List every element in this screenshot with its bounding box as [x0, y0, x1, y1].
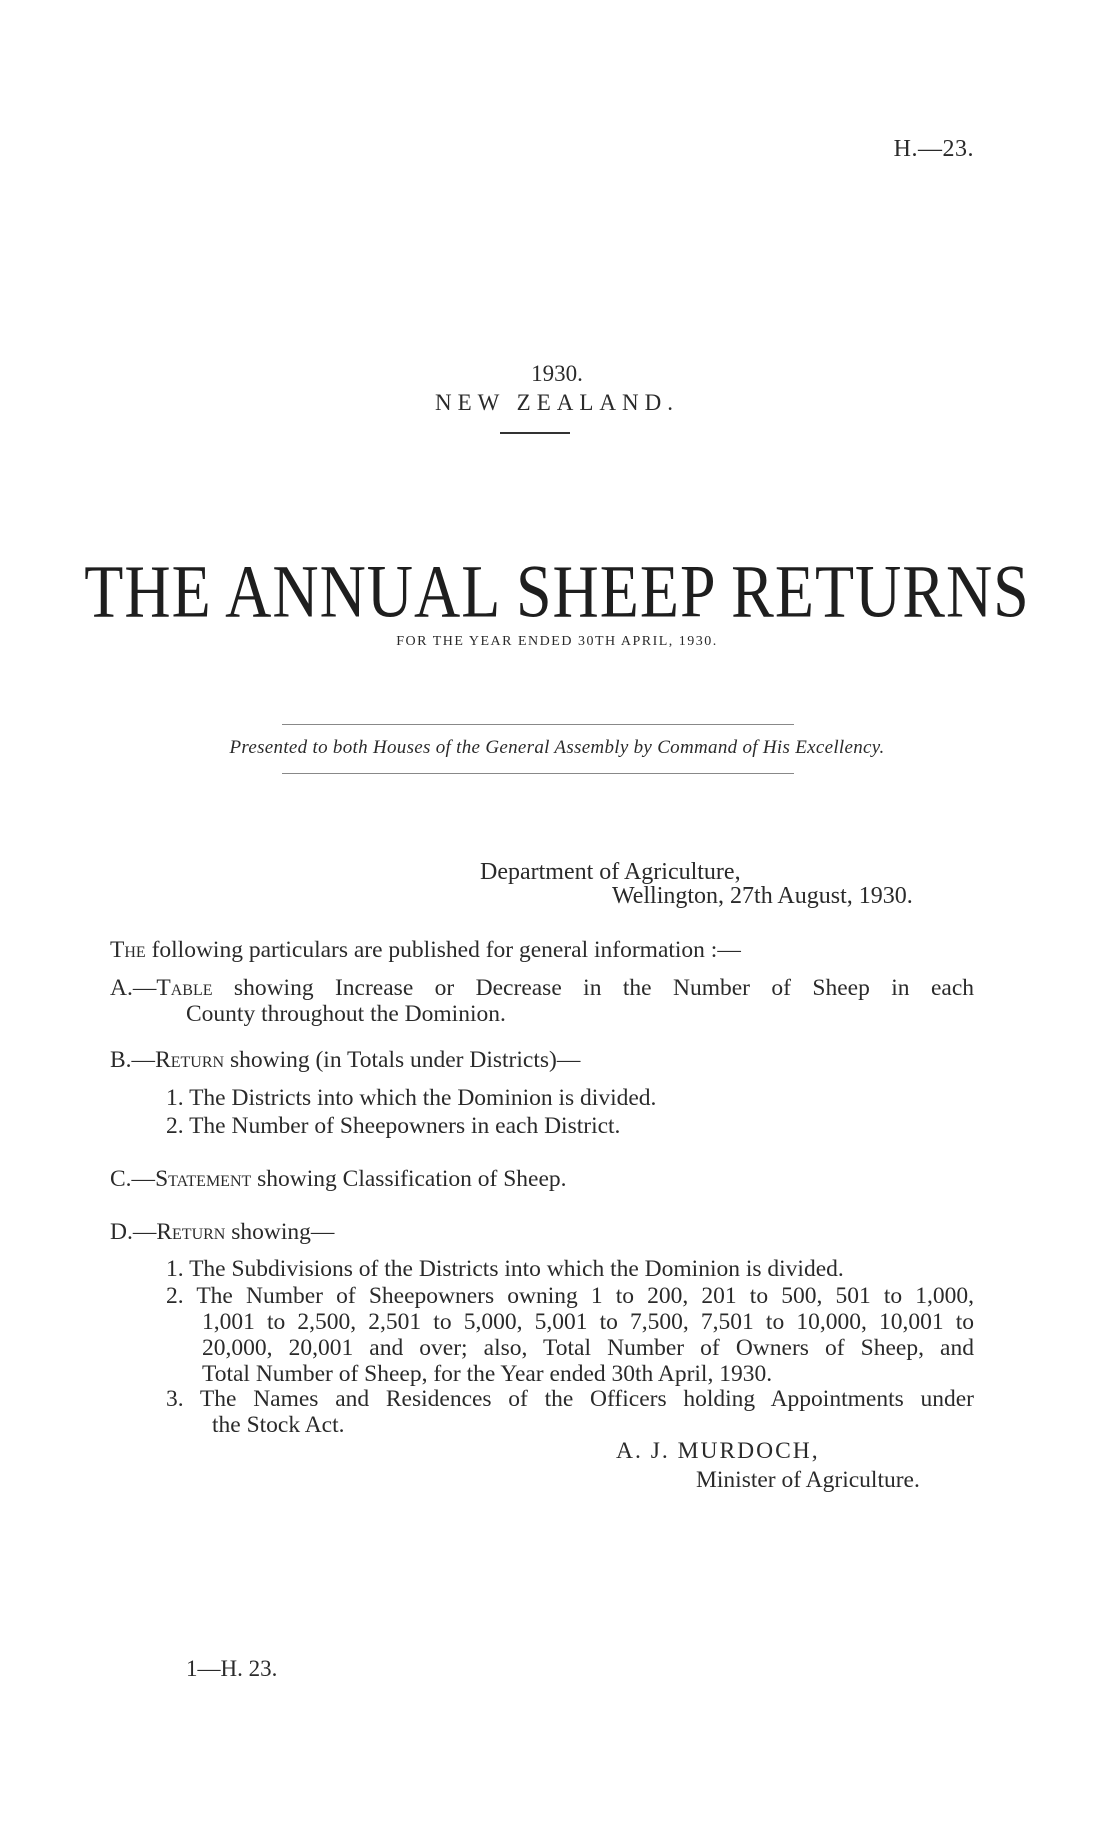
- item-d-prefix: D.—: [110, 1219, 157, 1245]
- item-d-sub-3-line-2: the Stock Act.: [212, 1412, 345, 1438]
- presented-rule-bottom: [282, 773, 794, 774]
- item-d-sub-2-line-4: Total Number of Sheep, for the Year ended 30th April, 1930.: [202, 1361, 773, 1387]
- item-b-sub-1: 1. The Districts into which the Dominion is divided.: [166, 1085, 657, 1111]
- item-b: [110, 1047, 580, 1073]
- item-a-keyword: Table: [156, 975, 213, 1001]
- department-line: Department of Agriculture,: [480, 859, 741, 885]
- item-b-sub-2: 2. The Number of Sheepowners in each District.: [166, 1113, 621, 1139]
- document-reference: H.—23.: [893, 136, 974, 162]
- year-heading: 1930.: [531, 361, 583, 386]
- item-c-prefix: C.—: [110, 1166, 156, 1192]
- item-c-keyword: Statement: [155, 1166, 252, 1192]
- signatory-title: Minister of Agriculture.: [696, 1467, 920, 1493]
- item-d-sub-2-line-1: 2. The Number of Sheepowners owning 1 to 200, 201 to 500, 501 to 1,000,: [166, 1283, 974, 1309]
- item-b-keyword: Return: [155, 1047, 225, 1073]
- heading-divider: [500, 432, 570, 434]
- item-d-sub-3: [166, 1386, 974, 1438]
- item-c-text: showing Classification of Sheep.: [251, 1166, 567, 1192]
- report-title: THE ANNUAL SHEEP RETURNS: [84, 549, 1030, 633]
- item-b-text: showing (in Totals under Districts)—: [224, 1047, 581, 1073]
- intro-lead-word: The: [110, 937, 146, 963]
- item-a-line-2: County throughout the Dominion.: [186, 1001, 506, 1027]
- presented-statement: Presented to both Houses of the General Assembly by Command of His Excellency.: [229, 737, 885, 758]
- page-reference: 1—H. 23.: [186, 1656, 278, 1681]
- intro-text: following particulars are published for general information :—: [145, 937, 741, 963]
- item-d-sub-2-line-2: 1,001 to 2,500, 2,501 to 5,000, 5,001 to 7,500, 7,501 to 10,000, 10,001 to: [202, 1309, 974, 1335]
- intro-paragraph: [110, 937, 741, 963]
- item-b-prefix: B.—: [110, 1047, 156, 1073]
- signatory-name: A. J. MURDOCH,: [616, 1438, 820, 1464]
- item-c: [110, 1166, 567, 1192]
- item-d-sub-2: [166, 1283, 974, 1387]
- item-d: [110, 1219, 334, 1245]
- item-d-sub-2-line-3: 20,000, 20,001 and over; also, Total Number of Owners of Sheep, and: [202, 1335, 974, 1361]
- presented-rule-top: [282, 724, 794, 725]
- item-a-prefix: A.—: [110, 975, 157, 1001]
- item-a-line-1: [110, 975, 974, 1001]
- item-d-keyword: Return: [156, 1219, 226, 1245]
- item-d-sub-3-line-1: 3. The Names and Residences of the Officers holding Appointments under: [166, 1386, 974, 1412]
- place-date-line: Wellington, 27th August, 1930.: [612, 883, 913, 909]
- report-subtitle: FOR THE YEAR ENDED 30TH APRIL, 1930.: [396, 634, 718, 649]
- item-a: [110, 975, 974, 1027]
- item-d-sub-1: 1. The Subdivisions of the Districts into which the Dominion is divided.: [166, 1256, 844, 1282]
- country-heading: NEW ZEALAND.: [434, 390, 680, 415]
- item-a-text: showing Increase or Decrease in the Number of Sheep in each: [212, 975, 974, 1001]
- item-d-text: showing—: [225, 1219, 335, 1245]
